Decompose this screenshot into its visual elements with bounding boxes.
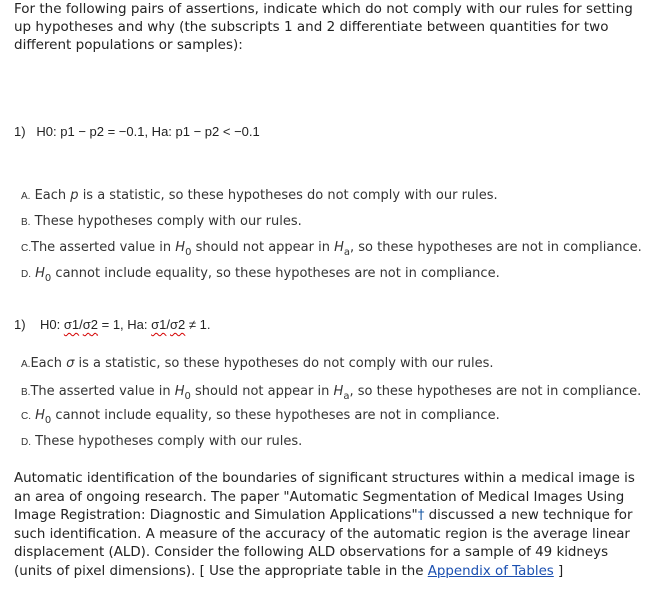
option-letter: B. — [21, 387, 31, 398]
appendix-of-tables-link[interactable]: Appendix of Tables — [427, 563, 554, 579]
option-letter: D. — [21, 269, 31, 280]
q2-option-d[interactable]: D. These hypotheses comply with our rules. — [21, 434, 303, 449]
question-1-hypotheses: H0: p1 − p2 = −0.1, Ha: p1 − p2 < −0.1 — [36, 124, 260, 139]
option-letter: C. — [21, 243, 31, 254]
option-letter: B. — [21, 217, 31, 228]
footnote-dagger[interactable]: † — [417, 508, 425, 523]
option-letter: D. — [21, 437, 31, 448]
q2-option-c[interactable]: C. $H_0$ cannot include equality, so these hypotheses are not in compliance. — [21, 408, 500, 426]
q2-option-a[interactable]: A.Each σ is a statistic, so these hypotheses do not comply with our rules. — [21, 356, 494, 371]
question-2-number: 1) — [14, 317, 26, 332]
question-2: 1) H0: σ1/σ2 = 1, Ha: σ1/σ2 ≠ 1. — [14, 317, 211, 332]
q2-option-b[interactable]: B.The asserted value in $H_0$ should not appear in $H_a$, so these hypotheses are not in compliance. — [21, 384, 642, 402]
question-1-number: 1) — [14, 124, 26, 139]
q1-option-b[interactable]: B. These hypotheses comply with our rules. — [21, 214, 302, 229]
q1-option-c[interactable]: C.The asserted value in $H_0$ should not appear in $H_a$, so these hypotheses are not in compliance. — [21, 240, 642, 258]
problem-paragraph: Automatic identification of the boundaries of significant structures within a medical image is an area of ongoing research. The paper "Automatic Segmentation of Medical Images Using Image Registration: Diagnostic and Simulation Applications"† discussed a new technique for such identification. A measure of the accuracy of the automatic region is the average linear displacement (ALD). Consider the following ALD observations for a sample of 49 kidneys (units of pixel dimensions). [ Use the appropriate table in the Appendix of Tables ] — [14, 471, 635, 579]
option-letter: A. — [21, 191, 31, 202]
option-letter: A. — [21, 359, 31, 370]
option-letter: C. — [21, 411, 31, 422]
q1-option-d[interactable]: D. $H_0$ cannot include equality, so these hypotheses are not in compliance. — [21, 266, 500, 284]
instructions-text: For the following pairs of assertions, indicate which do not comply with our rules for setting up hypotheses and why (the subscripts 1 and 2 differentiate between quantities for two different populations or samples): — [14, 1, 633, 53]
question-1 — [14, 124, 260, 139]
q1-option-a[interactable]: A. Each p is a statistic, so these hypotheses do not comply with our rules. — [21, 188, 498, 203]
